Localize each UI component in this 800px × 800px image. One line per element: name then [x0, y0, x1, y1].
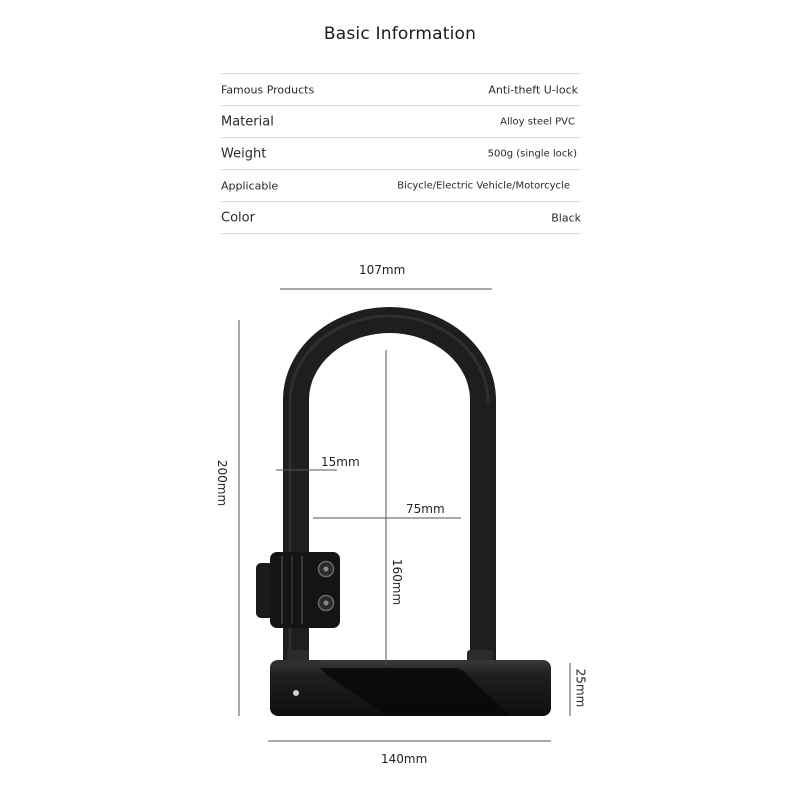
spec-label: Color: [221, 210, 255, 225]
crossbar-end-left: [270, 660, 326, 668]
spec-label: Famous Products: [221, 83, 315, 96]
dim-label-top-width: 107mm: [359, 263, 406, 277]
dim-label-shackle-diameter: 15mm: [321, 455, 360, 469]
dim-label-crossbar-diameter: 25mm: [573, 668, 588, 708]
spec-value: Black: [551, 211, 581, 224]
page-title: Basic Information: [323, 24, 477, 44]
spec-label: Material: [221, 114, 274, 129]
dim-label-total-width: 140mm: [381, 752, 428, 766]
keyhole-icon: [293, 690, 299, 696]
spec-label: Weight: [221, 146, 267, 161]
spec-value: Bicycle/Electric Vehicle/Motorcycle: [397, 180, 570, 191]
spec-value: Alloy steel PVC: [500, 116, 575, 127]
dim-label-total-height: 200mm: [215, 459, 230, 507]
spec-label: Applicable: [221, 179, 279, 192]
dim-label-inner-height: 160mm: [390, 558, 405, 606]
spec-value: 500g (single lock): [487, 148, 577, 159]
spec-value: Anti-theft U-lock: [488, 83, 578, 96]
dim-label-inner-width: 75mm: [406, 502, 445, 516]
